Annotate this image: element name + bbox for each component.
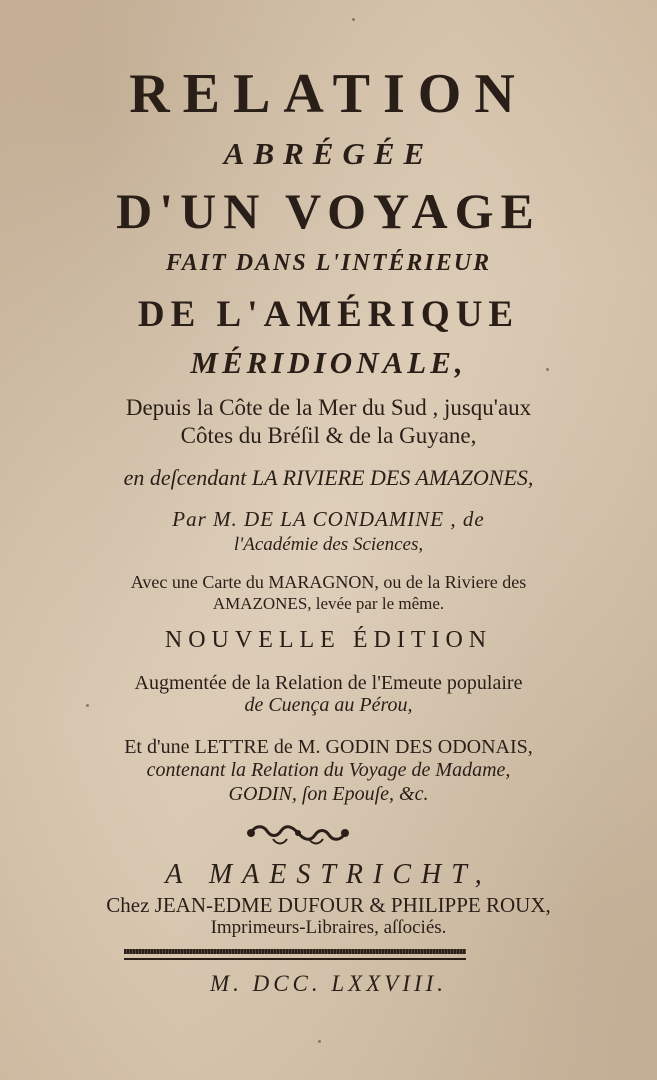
paper-speck — [546, 368, 549, 371]
paper-speck — [318, 1040, 321, 1043]
map-note-line-2: AMAZONES, levée par le même. — [212, 594, 445, 613]
imprint-associates: Imprimeurs-Libraires, aſſociés. — [210, 917, 447, 938]
title-interieur: FAIT DANS L'INTÉRIEUR — [165, 250, 492, 276]
author-line: Par M. DE LA CONDAMINE , de — [172, 507, 485, 531]
printer-ornament-icon — [243, 817, 353, 849]
title-voyage: D'UN VOYAGE — [116, 183, 541, 239]
subtitle-line-2: Côtes du Bréſil & de la Guyane, — [180, 423, 477, 448]
edition-heading: NOUVELLE ÉDITION — [164, 627, 493, 653]
title-meridionale: MÉRIDIONALE, — [190, 345, 467, 380]
author-affiliation: l'Académie des Sciences, — [233, 534, 424, 555]
subtitle-line-1: Depuis la Côte de la Mer du Sud , jusqu'aux — [125, 395, 532, 420]
decorative-rule-thick — [124, 949, 466, 954]
title-abregee: ABRÉGÉE — [223, 136, 434, 171]
letter-line-2: contenant la Relation du Voyage de Madame, — [146, 759, 511, 781]
augmented-line-2: de Cuença au Pérou, — [244, 694, 413, 716]
imprint-printers: Chez JEAN-EDME DUFOUR & PHILIPPE ROUX, — [106, 893, 551, 917]
augmented-line-1: Augmentée de la Relation de l'Emeute populaire — [134, 672, 523, 694]
title-relation: RELATION — [129, 63, 528, 125]
letter-line-3: GODIN, ſon Epouſe, &c. — [228, 783, 429, 805]
paper-speck — [86, 704, 89, 707]
publication-date: M. DCC. LXXVIII. — [209, 971, 448, 996]
map-note-line-1: Avec une Carte du MARAGNON, ou de la Riviere des — [130, 572, 527, 592]
subtitle-amazones: en deſcendant LA RIVIERE DES AMAZONES, — [123, 465, 534, 490]
letter-line-1: Et d'une LETTRE de M. GODIN DES ODONAIS, — [124, 736, 533, 758]
decorative-rule-thin — [124, 958, 466, 960]
imprint-city: A MAESTRICHT, — [165, 859, 492, 890]
title-amerique: DE L'AMÉRIQUE — [137, 294, 520, 335]
paper-speck — [352, 18, 355, 21]
